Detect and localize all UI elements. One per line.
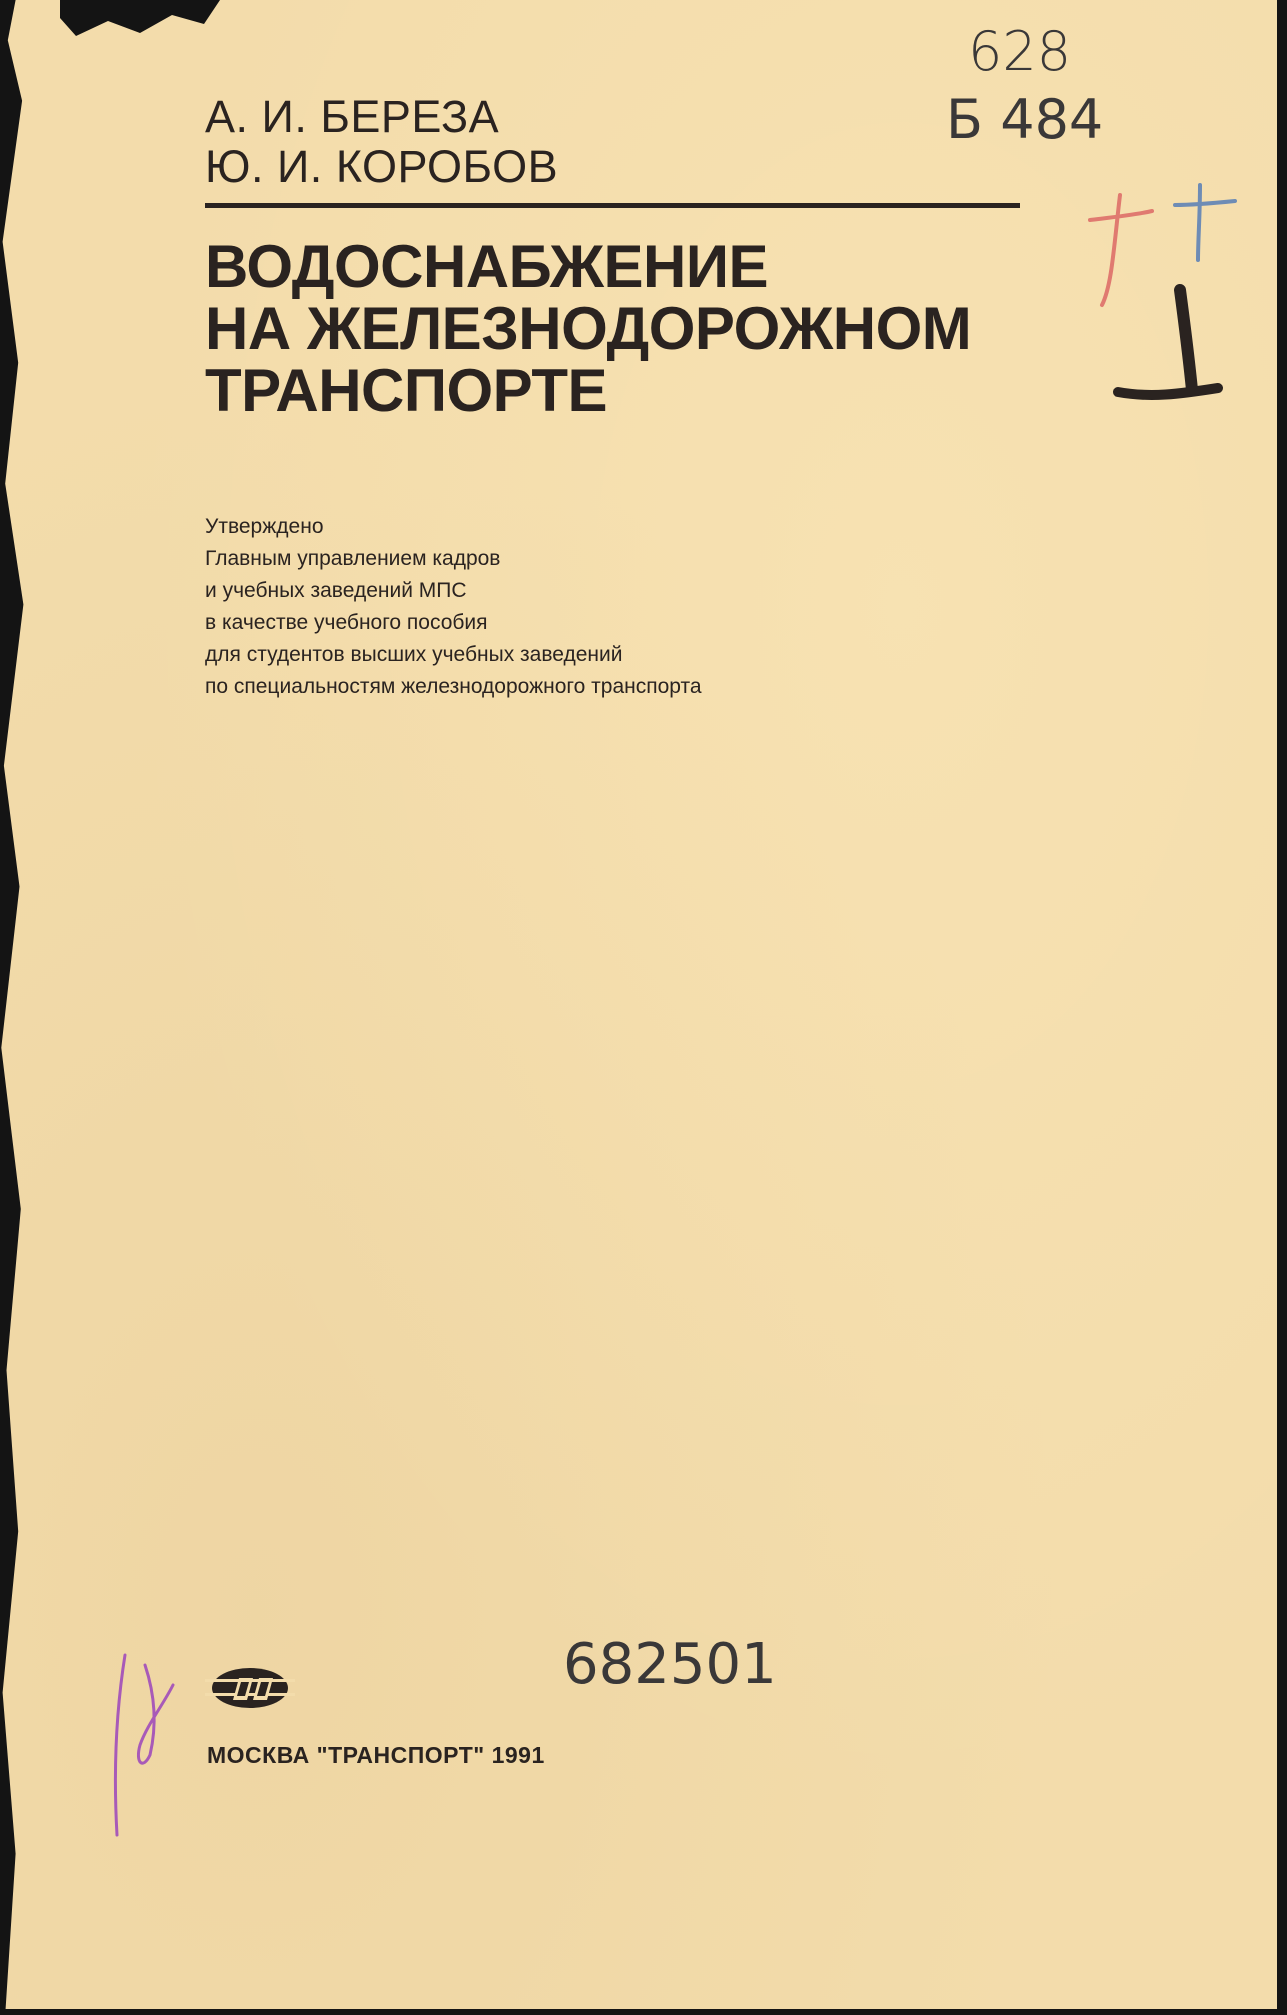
approval-line-6: по специальностям железнодорожного транспорта [205, 675, 702, 698]
author-2: Ю. И. КОРОБОВ [205, 141, 559, 192]
title-line-3: ТРАНСПОРТЕ [205, 357, 608, 424]
bottom-edge [0, 2009, 1287, 2015]
approval-line-2: Главным управлением кадров [205, 547, 501, 570]
purple-pencil-mark [95, 1645, 185, 1845]
book-title [205, 233, 972, 424]
call-number-bottom: Б 484 [946, 88, 1104, 151]
call-number-top: 628 [968, 20, 1072, 83]
publisher-logo-icon [205, 1664, 295, 1712]
title-divider [205, 203, 1020, 208]
check-mark-icon [1110, 280, 1230, 420]
right-edge [1277, 0, 1287, 2015]
approval-line-3: и учебных заведений МПС [205, 579, 467, 602]
title-line-2: НА ЖЕЛЕЗНОДОРОЖНОМ [205, 295, 972, 362]
authors [205, 92, 558, 192]
author-1: А. И. БЕРЕЗА [205, 91, 500, 142]
title-line-1: ВОДОСНАБЖЕНИЕ [205, 233, 768, 300]
approval-line-4: в качестве учебного пособия [205, 611, 488, 634]
approval-line-5: для студентов высших учебных заведений [205, 643, 623, 666]
imprint: МОСКВА "ТРАНСПОРТ" 1991 [207, 1742, 545, 1768]
accession-number: 682501 [563, 1632, 777, 1697]
approval-line-1: Утверждено [205, 515, 324, 538]
torn-top-edge [60, 0, 220, 60]
approval-note [205, 511, 702, 703]
torn-left-edge [0, 0, 26, 2015]
